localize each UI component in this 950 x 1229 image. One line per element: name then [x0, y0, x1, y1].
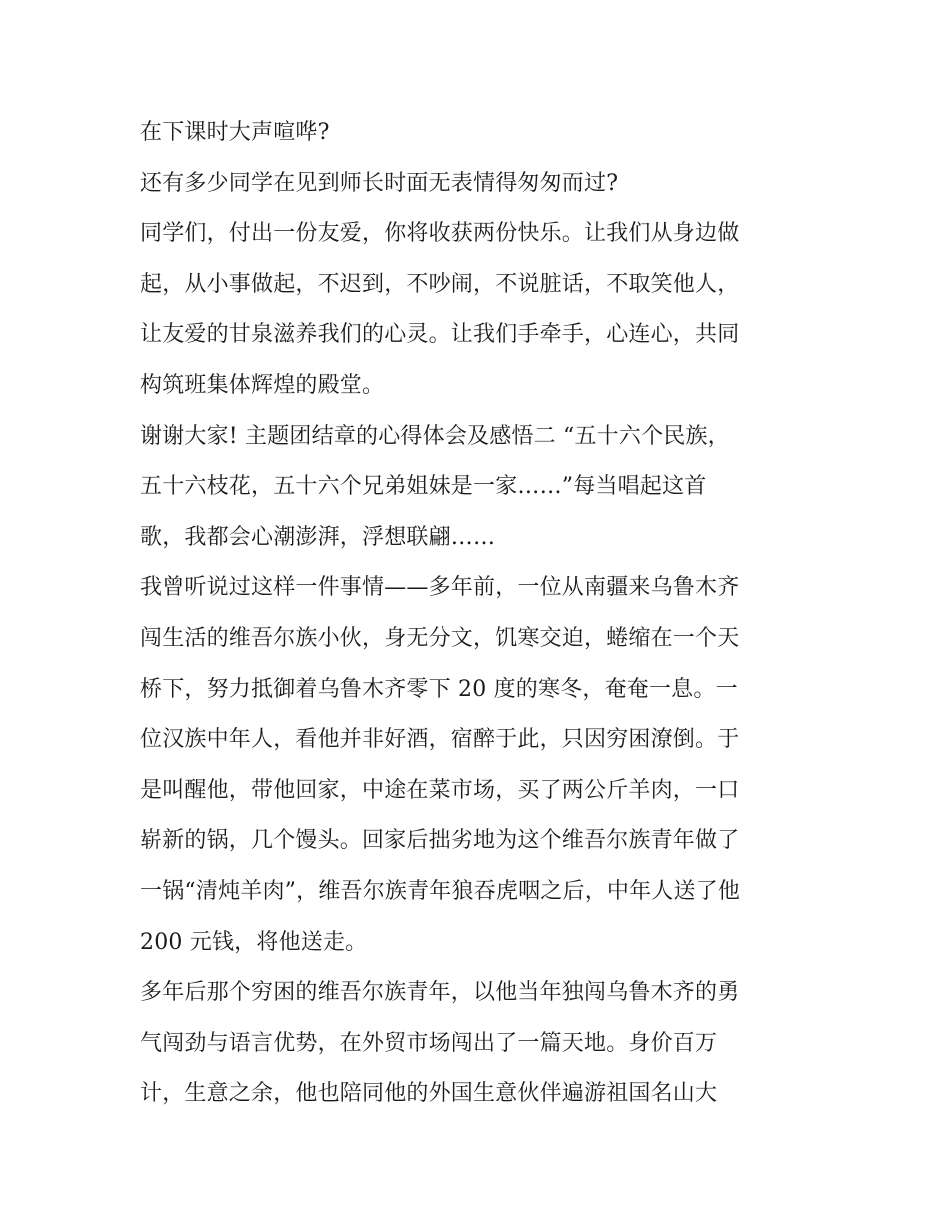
text-line: 还有多少同学在见到师长时面无表情得匆匆而过? — [140, 170, 619, 196]
text-line: 在下课时大声喧哗? — [140, 120, 330, 145]
text-line: 一锅“清炖羊肉”，维吾尔族青年狼吞虎咽之后，中年人送了他 — [140, 878, 741, 904]
document-body — [140, 108, 820, 1120]
text-line: 构筑班集体辉煌的殿堂。 — [140, 372, 385, 398]
text-line: 气闯劲与语言优势，在外贸市场闯出了一篇天地。身价百万 — [140, 1030, 718, 1056]
text-line: 200 元钱，将他送走。 — [140, 929, 368, 955]
text-line: 五十六枝花，五十六个兄弟姐妹是一家……”每当唱起这首 — [140, 474, 707, 500]
text-line: 是叫醒他，带他回家，中途在菜市场，买了两公斤羊肉，一口 — [140, 777, 740, 803]
text-line: 起，从小事做起，不迟到，不吵闹，不说脏话，不取笑他人， — [140, 271, 740, 297]
text-line: 同学们，付出一份友爱，你将收获两份快乐。让我们从身边做 — [140, 221, 740, 247]
text-line: 多年后那个穷困的维吾尔族青年，以他当年独闯乌鲁木齐的勇 — [140, 980, 740, 1006]
text-line: 我曾听说过这样一件事情——多年前，一位从南疆来乌鲁木齐 — [140, 575, 740, 601]
text-line: 歌，我都会心潮澎湃，浮想联翩…… — [140, 524, 496, 550]
text-line: 位汉族中年人，看他并非好酒，宿醉于此，只因穷困潦倒。于 — [140, 727, 740, 753]
text-line: 谢谢大家! 主题团结章的心得体会及感悟二 “五十六个民族， — [140, 423, 730, 449]
text-line: 桥下，努力抵御着乌鲁木齐零下 20 度的寒冬，奄奄一息。一 — [140, 676, 738, 702]
text-line: 让友爱的甘泉滋养我们的心灵。让我们手牵手，心连心，共同 — [140, 322, 740, 348]
text-line: 计，生意之余，他也陪同他的外国生意伙伴遍游祖国名山大 — [140, 1081, 718, 1107]
text-line: 崭新的锅，几个馒头。回家后拙劣地为这个维吾尔族青年做了 — [140, 828, 740, 854]
text-line: 闯生活的维吾尔族小伙，身无分文，饥寒交迫，蜷缩在一个天 — [140, 625, 740, 651]
